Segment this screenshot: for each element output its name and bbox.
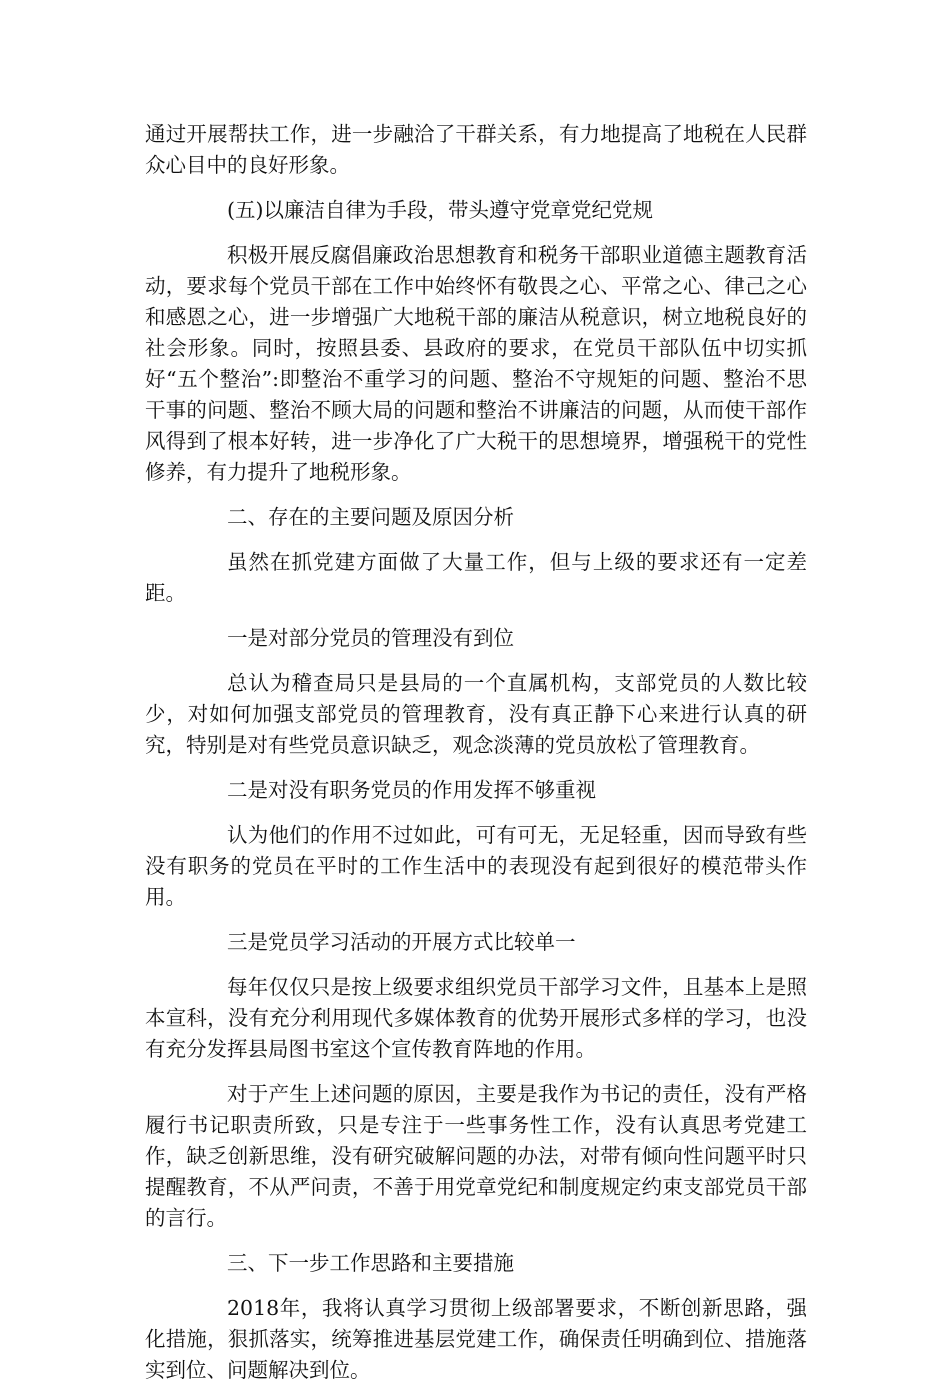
paragraph-study: 每年仅仅只是按上级要求组织党员干部学习文件，且基本上是照本宣科，没有充分利用现代多媒体教育的优势开展形式多样的学习，也没有充分发挥县局图书室这个宣传教育阵地的作用。 (145, 975, 807, 1061)
subheading-role: 二是对没有职务党员的作用发挥不够重视 (227, 778, 596, 802)
subheading-study: 三是党员学习活动的开展方式比较单一 (227, 930, 576, 954)
section-heading-problems: 二、存在的主要问题及原因分析 (227, 505, 514, 529)
paragraph-continued: 通过开展帮扶工作，进一步融洽了干群关系，有力地提高了地税在人民群众心目中的良好形象。 (145, 122, 807, 177)
section-heading-5: (五)以廉洁自律为手段，带头遵守党章党纪党规 (227, 198, 653, 222)
paragraph-gap: 虽然在抓党建方面做了大量工作，但与上级的要求还有一定差距。 (145, 550, 807, 605)
paragraph-next-steps: 2018年，我将认真学习贯彻上级部署要求，不断创新思路，强化措施，狠抓落实，统筹推进基层党建工作，确保责任明确到位、措施落实到位、问题解决到位。 (145, 1296, 807, 1382)
subheading-management: 一是对部分党员的管理没有到位 (227, 626, 514, 650)
paragraph-role: 认为他们的作用不过如此，可有可无，无足轻重，因而导致有些没有职务的党员在平时的工作生活中的表现没有起到很好的模范带头作用。 (145, 823, 807, 909)
section-heading-next-steps: 三、下一步工作思路和主要措施 (227, 1251, 514, 1275)
paragraph-anticorruption: 积极开展反腐倡廉政治思想教育和税务干部职业道德主题教育活动，要求每个党员干部在工作中始终怀有敬畏之心、平常之心、律己之心和感恩之心，进一步增强广大地税干部的廉洁从税意识，树立地税良好的社会形象。同时，按照县委、县政府的要求，在党员干部队伍中切实抓好“五个整治”:即整治不重学习的问题、整治不守规矩的问题、整治不思干事的问题、整治不顾大局的问题和整治不讲廉洁的问题，从而使干部作风得到了根本好转，进一步净化了广大税干的思想境界，增强税干的党性修养，有力提升了地税形象。 (145, 243, 807, 484)
paragraph-causes: 对于产生上述问题的原因，主要是我作为书记的责任，没有严格履行书记职责所致，只是专注于一些事务性工作，没有认真思考党建工作，缺乏创新思维，没有研究破解问题的办法，对带有倾向性问题平时只提醒教育，不从严问责，不善于用党章党纪和制度规定约束支部党员干部的言行。 (145, 1082, 807, 1230)
document-page (145, 119, 807, 1400)
paragraph-management: 总认为稽查局只是县局的一个直属机构，支部党员的人数比较少，对如何加强支部党员的管理教育，没有真正静下心来进行认真的研究，特别是对有些党员意识缺乏，观念淡薄的党员放松了管理教育。 (145, 671, 807, 757)
